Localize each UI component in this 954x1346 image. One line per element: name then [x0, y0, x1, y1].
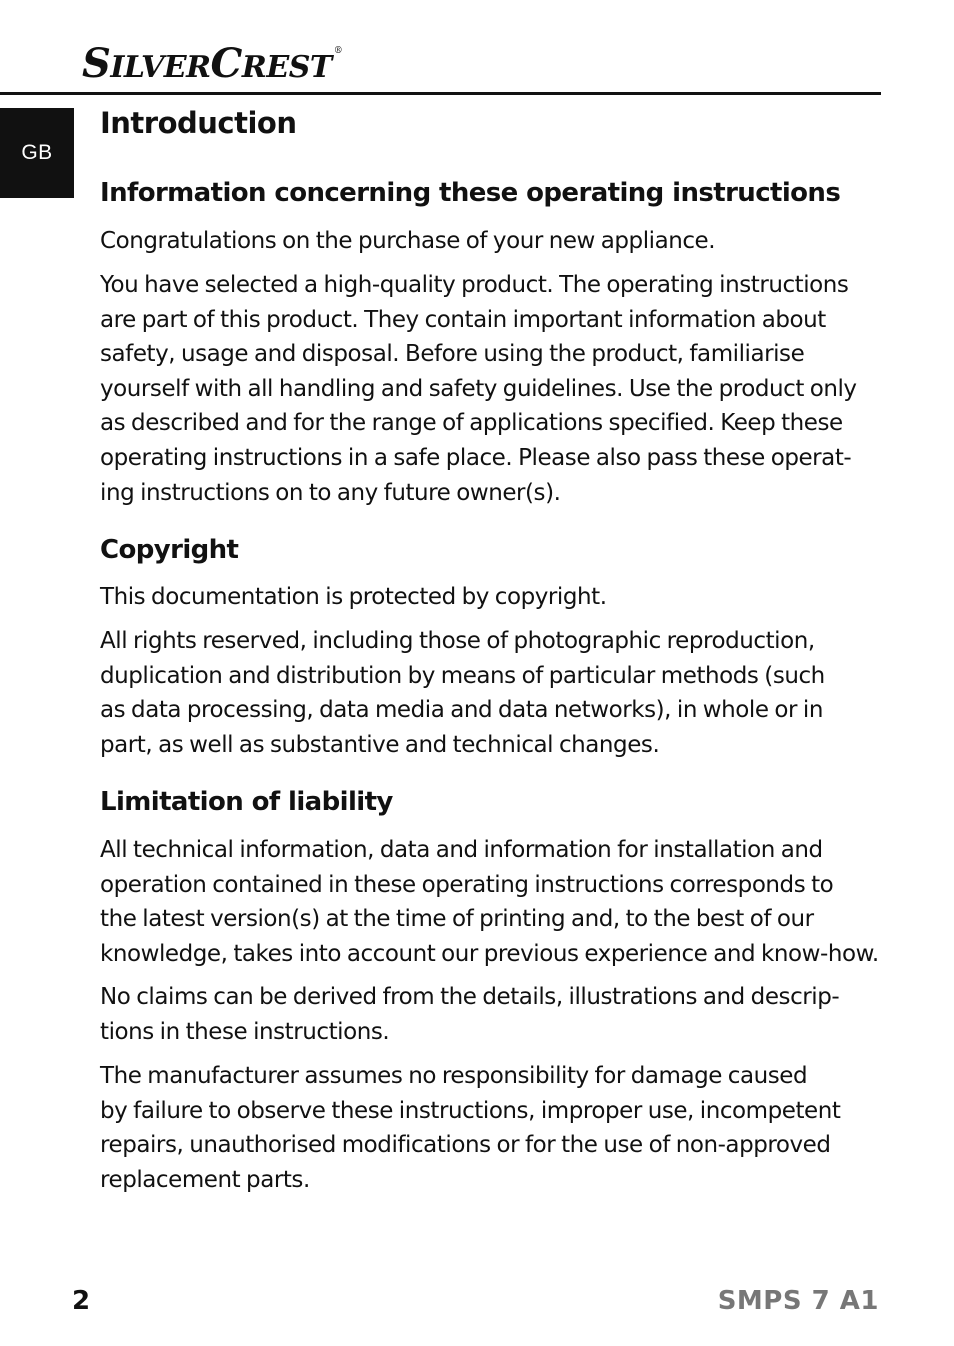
- paragraph: [100, 224, 870, 259]
- paragraph: [100, 580, 870, 615]
- text-line: the latest version(s) at the time of printing and, to the best of our: [100, 906, 814, 933]
- text-line: Congratulations on the purchase of your new appliance.: [100, 228, 716, 254]
- text-line: are part of this product. They contain important information about: [100, 306, 826, 333]
- text-line: knowledge, takes into account our previous experience and know-how.: [100, 940, 879, 967]
- brand-logo: [82, 40, 343, 87]
- page-number: 2: [72, 1286, 91, 1316]
- text-line: repairs, unauthorised modifications or for the use of non-approved: [100, 1132, 831, 1159]
- logo-letter: C: [210, 40, 242, 87]
- text-line: as described and for the range of applications specified. Keep these: [100, 410, 843, 437]
- text-line: yourself with all handling and safety guidelines. Use the product only: [100, 375, 857, 402]
- text-line: duplication and distribution by means of particular methods (such: [100, 662, 825, 689]
- paragraph: [100, 1059, 870, 1197]
- text-line: part, as well as substantive and technical changes.: [100, 731, 660, 758]
- page-title: Introduction: [100, 106, 297, 140]
- text-line: operation contained in these operating instructions corresponds to: [100, 871, 834, 898]
- section-heading-copyright: Copyright: [100, 535, 239, 565]
- section-heading-liability: Limitation of liability: [100, 787, 393, 817]
- paragraph: [100, 833, 879, 971]
- logo-letters: REST: [241, 50, 332, 85]
- text-line: All rights reserved, including those of photographic reproduction,: [100, 628, 815, 654]
- text-line: No claims can be derived from the details, illustrations and descrip-: [100, 984, 840, 1010]
- paragraph: [100, 980, 870, 1049]
- text-line: The manufacturer assumes no responsibility for damage caused: [100, 1063, 808, 1089]
- logo-letters: ILVER: [110, 50, 211, 85]
- header-rule: [0, 92, 881, 95]
- text-line: tions in these instructions.: [100, 1018, 390, 1045]
- section-heading-information: Information concerning these operating instructions: [100, 178, 841, 208]
- text-line: safety, usage and disposal. Before using the product, familiarise: [100, 341, 805, 368]
- paragraph: [100, 268, 870, 510]
- paragraph: [100, 624, 870, 762]
- language-tab: GB: [0, 108, 74, 198]
- text-line: replacement parts.: [100, 1166, 310, 1193]
- registered-mark: ®: [333, 46, 343, 56]
- text-line: by failure to observe these instructions, improper use, incompetent: [100, 1097, 841, 1124]
- text-line: ing instructions on to any future owner(s).: [100, 479, 561, 506]
- text-line: as data processing, data media and data networks), in whole or in: [100, 697, 823, 724]
- text-line: All technical information, data and information for installation and: [100, 837, 823, 863]
- text-line: operating instructions in a safe place. Please also pass these operat-: [100, 444, 852, 471]
- text-line: You have selected a high-quality product. The operating instructions: [100, 272, 849, 298]
- model-number: SMPS 7 A1: [717, 1286, 879, 1316]
- text-line: This documentation is protected by copyright.: [100, 584, 607, 610]
- logo-letter: S: [82, 40, 111, 87]
